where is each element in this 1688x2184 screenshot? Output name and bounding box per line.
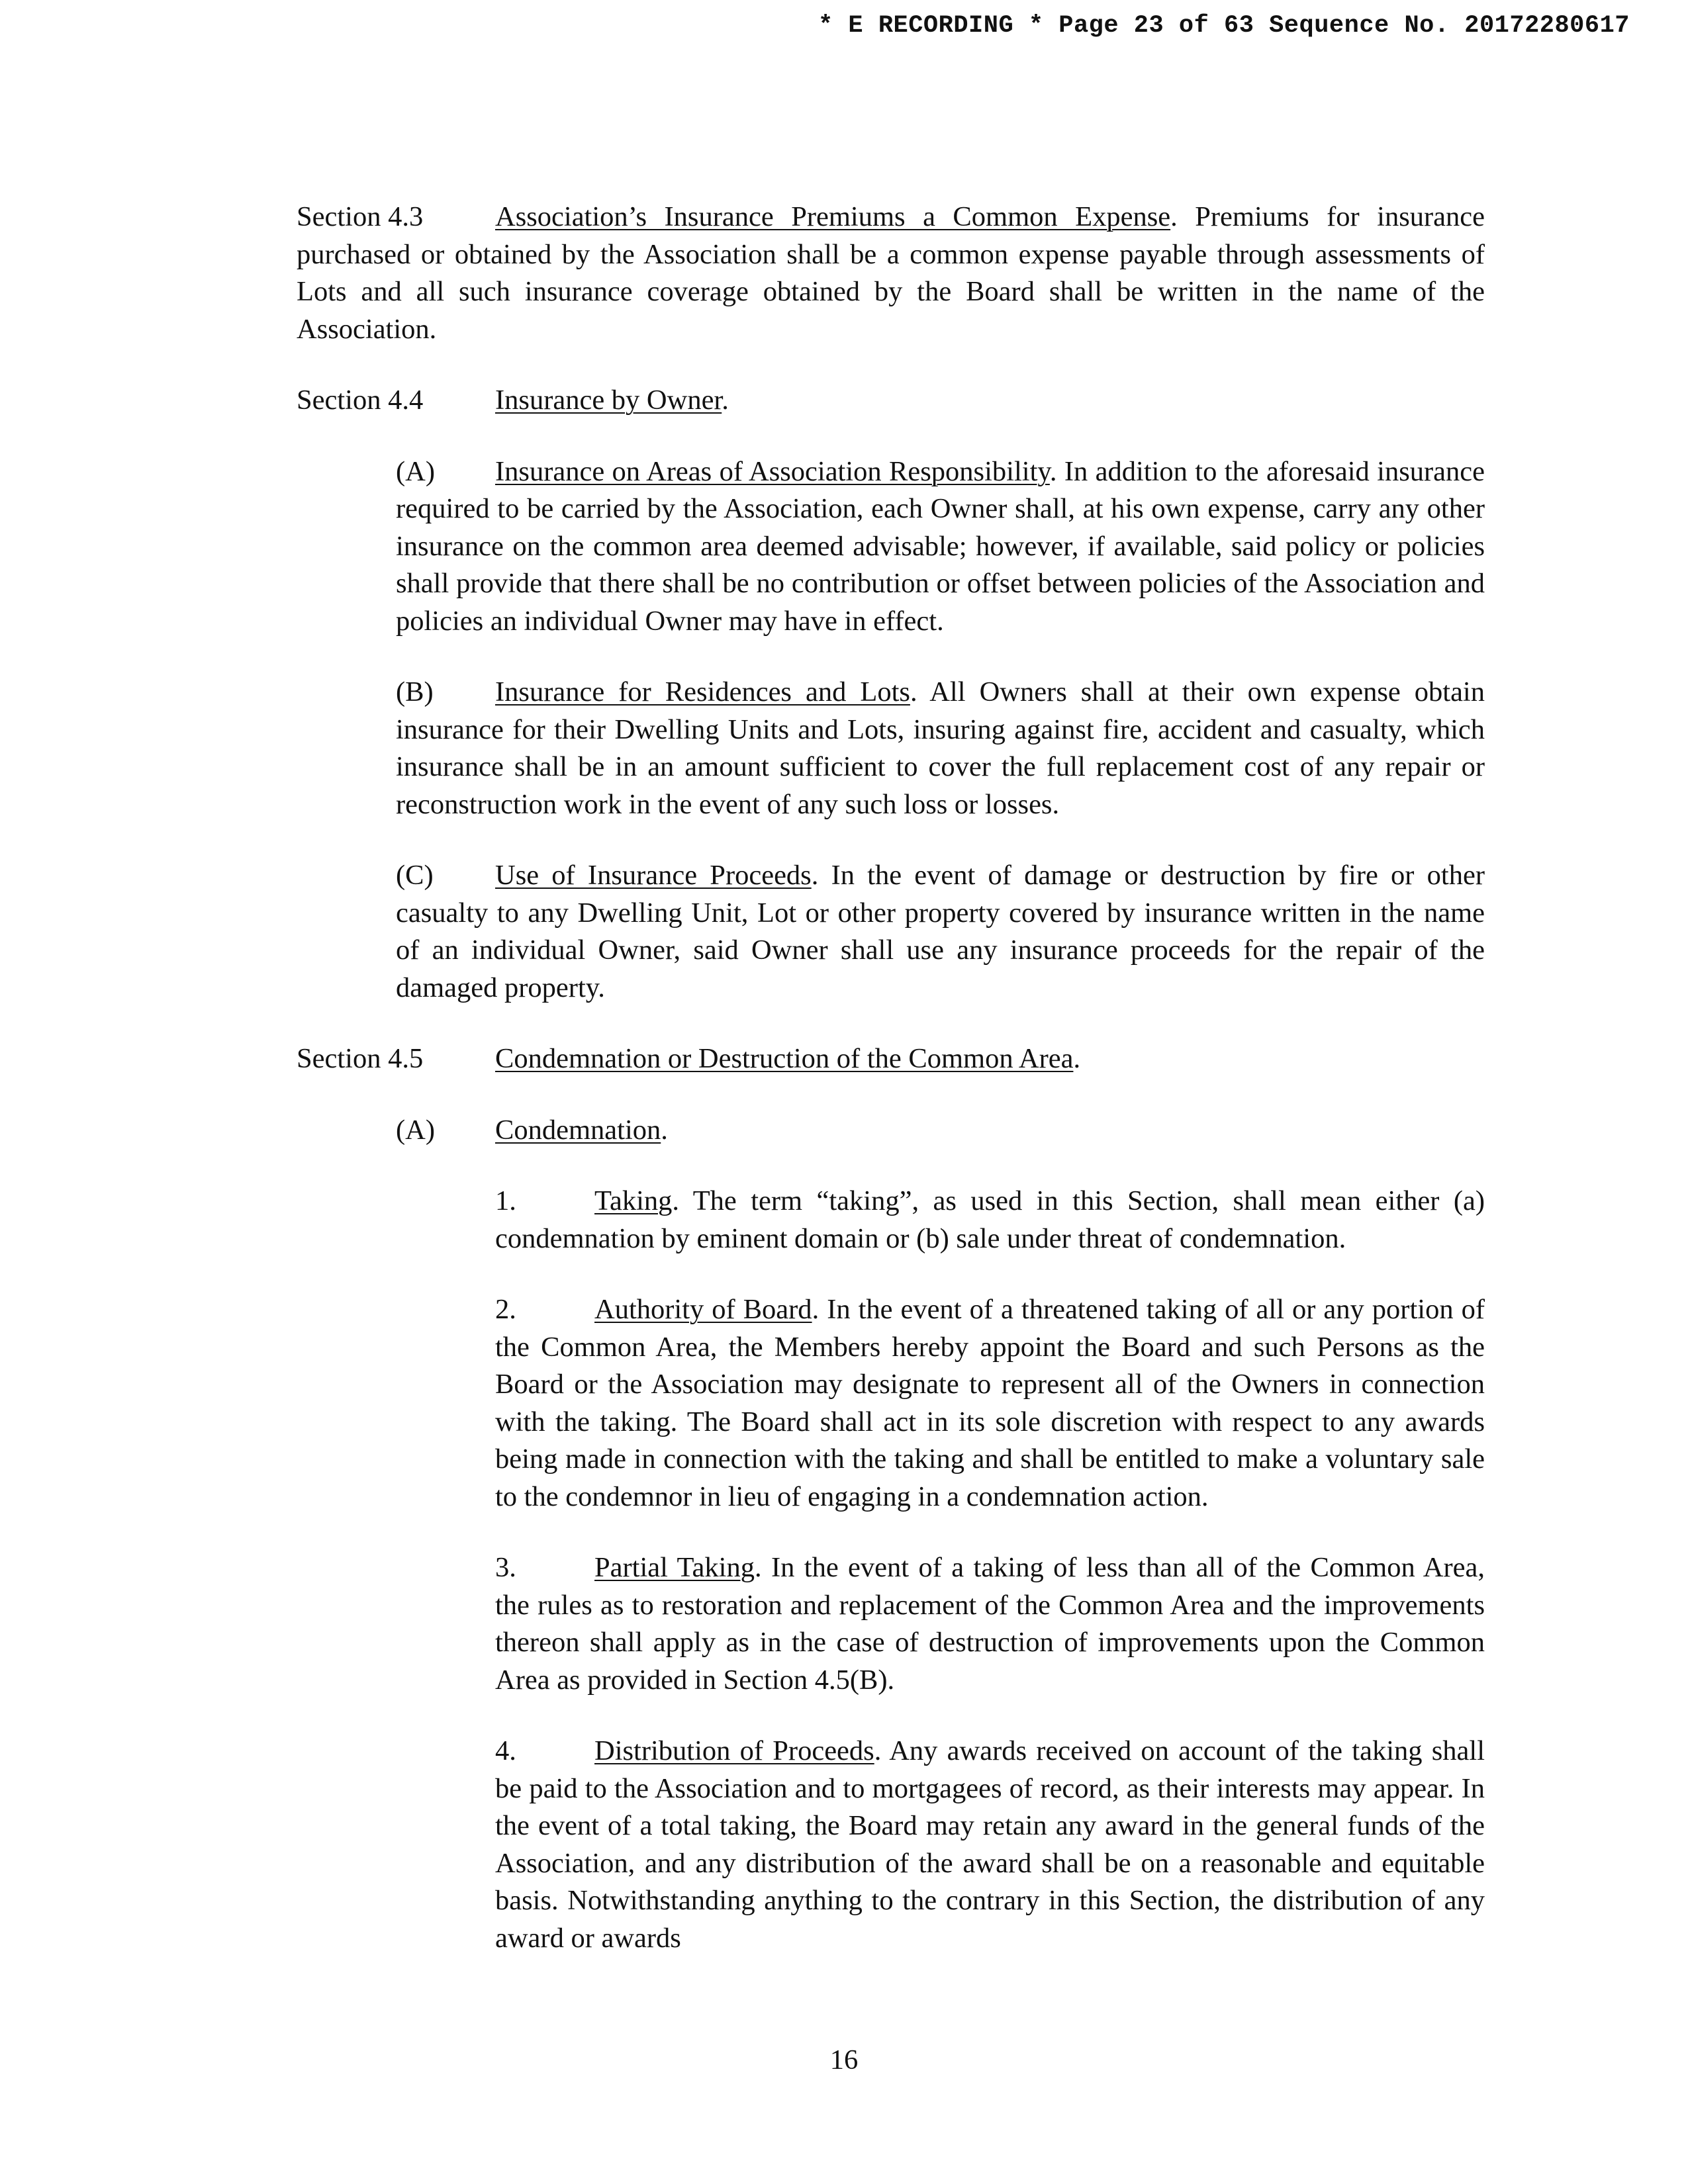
section-label: Section 4.3 xyxy=(297,201,424,232)
section-4-4-heading: Section 4.4 Insurance by Owner. xyxy=(194,382,1485,420)
subsection-4-4-a-paragraph: (A) Insurance on Areas of Association Responsibility. In addition to the aforesaid insurance required to be carried by the Association, each Owner shall, at his own expense, carry any other insurance on the common area deemed advisable; however, if available, said policy or policies shall provide that there shall be no contribution or offset between policies of the Association and policies an individual Owner may have in effect. xyxy=(194,453,1485,641)
paragraph-body: In the event of a taking of less than all of the Common Area, the rules as to restoration and replacement of the Common Area and the improvements thereon shall apply as in the case of destruction of improvements upon the Common Area as provided in Section 4.5(B). xyxy=(495,1552,1485,1696)
item-number: 1. xyxy=(495,1185,516,1216)
subsection-4-4-c-paragraph: (C) Use of Insurance Proceeds. In the event of damage or destruction by fire or other casualty to any Dwelling Unit, Lot or other property covered by insurance written in the name of an individual Owner, said Owner shall use any insurance proceeds for the repair of the damaged property. xyxy=(194,857,1485,1007)
paragraph-body: In the event of a threatened taking of all or any portion of the Common Area, the Members hereby appoint the Board and such Persons as the Board or the Association may designate to represent all of the Owners in connection with the taking. The Board shall act in its sole discretion with respect to any awards being made in connection with the taking and shall be entitled to make a voluntary sale to the condemnor in lieu of engaging in a condemnation action. xyxy=(495,1294,1485,1512)
recording-header: * E RECORDING * Page 23 of 63 Sequence No. 20172280617 xyxy=(818,12,1630,40)
item-number: 2. xyxy=(495,1294,516,1325)
section-title: Association’s Insurance Premiums a Common Expense xyxy=(495,201,1171,232)
item-2-authority-paragraph: 2. Authority of Board. In the event of a threatened taking of all or any portion of the Common Area, the Members hereby appoint the Board and such Persons as the Board or the Association may designate to represent all of the Owners in connection with the taking. The Board shall act in its sole discretion with respect to any awards being made in connection with the taking and shall be entitled to make a voluntary sale to the condemnor in lieu of engaging in a condemnation action. xyxy=(194,1291,1485,1516)
item-4-distribution-paragraph: 4. Distribution of Proceeds. Any awards received on account of the taking shall be paid to the Association and to mortgagees of record, as their interests may appear. In the event of a total taking, the Board may retain any award in the general funds of the Association, and any distribution of the award shall be on a reasonable and equitable basis. Notwithstanding anything to the contrary in this Section, the distribution of any award or awards xyxy=(194,1733,1485,1957)
subsection-title: Insurance for Residences and Lots xyxy=(495,676,910,707)
subsection-title: Condemnation xyxy=(495,1114,661,1146)
section-title: Insurance by Owner xyxy=(495,385,722,416)
item-title: Taking xyxy=(594,1185,673,1216)
paragraph-body: In the event of damage or destruction by fire or other casualty to any Dwelling Unit, Lot or other property covered by insurance written in the name of an individual Owner, said Owner shall use any insurance proceeds for the repair of the damaged property. xyxy=(396,860,1485,1003)
subsection-label: (C) xyxy=(396,860,434,891)
paragraph-body: The term “taking”, as used in this Section, shall mean either (a) condemnation by eminent domain or (b) sale under threat of condemnation. xyxy=(495,1185,1485,1254)
page-number: 16 xyxy=(829,2044,859,2075)
section-4-5-heading: Section 4.5 Condemnation or Destruction of the Common Area. xyxy=(194,1040,1485,1078)
subsection-label: (B) xyxy=(396,676,434,707)
paragraph-body: Any awards received on account of the taking shall be paid to the Association and to mortgagees of record, as their interests may appear. In the event of a total taking, the Board may retain any award in the general funds of the Association, and any distribution of the award shall be on a reasonable and equitable basis. Notwithstanding anything to the contrary in this Section, the distribution of any award or awards xyxy=(495,1735,1485,1954)
item-title: Authority of Board xyxy=(594,1294,812,1325)
item-3-partial-taking-paragraph: 3. Partial Taking. In the event of a taking of less than all of the Common Area, the rules as to restoration and replacement of the Common Area and the improvements thereon shall apply as in the case of destruction of improvements upon the Common Area as provided in Section 4.5(B). xyxy=(194,1549,1485,1699)
section-label: Section 4.5 xyxy=(297,1043,424,1074)
paragraph-body: In addition to the aforesaid insurance required to be carried by the Association, each Owner shall, at his own expense, carry any other insurance on the common area deemed advisable; however, if available, said policy or policies shall provide that there shall be no contribution or offset between policies of the Association and policies an individual Owner may have in effect. xyxy=(396,455,1485,637)
item-title: Distribution of Proceeds xyxy=(594,1735,874,1766)
paragraph-body: All Owners shall at their own expense obtain insurance for their Dwelling Units and Lots, insuring against fire, accident and casualty, which insurance shall be in an amount sufficient to cover the full replacement cost of any repair or reconstruction work in the event of any such loss or losses. xyxy=(396,676,1485,820)
subsection-title: Insurance on Areas of Association Responsibility xyxy=(495,455,1050,487)
item-1-taking-paragraph: 1. Taking. The term “taking”, as used in this Section, shall mean either (a) condemnation by eminent domain or (b) sale under threat of condemnation. xyxy=(194,1183,1485,1257)
subsection-label: (A) xyxy=(396,1114,435,1146)
section-4-3-paragraph: Section 4.3 Association’s Insurance Premiums a Common Expense. Premiums for insurance purchased or obtained by the Association shall be a common expense payable through assessments of Lots and all such insurance coverage obtained by the Board shall be written in the name of the Association. xyxy=(194,199,1485,348)
section-title: Condemnation or Destruction of the Common Area xyxy=(495,1043,1074,1074)
subsection-4-4-b-paragraph: (B) Insurance for Residences and Lots. All Owners shall at their own expense obtain insurance for their Dwelling Units and Lots, insuring against fire, accident and casualty, which insurance shall be in an amount sufficient to cover the full replacement cost of any repair or reconstruction work in the event of any such loss or losses. xyxy=(194,674,1485,823)
item-title: Partial Taking xyxy=(594,1552,755,1583)
subsection-4-5-a-heading: (A) Condemnation. xyxy=(194,1112,1485,1150)
item-number: 3. xyxy=(495,1552,516,1583)
document-body xyxy=(194,199,1485,1991)
item-number: 4. xyxy=(495,1735,516,1766)
subsection-title: Use of Insurance Proceeds xyxy=(495,860,812,891)
section-label: Section 4.4 xyxy=(297,385,424,416)
paragraph-body: Premiums for insurance purchased or obtained by the Association shall be a common expense payable through assessments of Lots and all such insurance coverage obtained by the Board shall be written in the name of the Association. xyxy=(297,201,1485,345)
subsection-label: (A) xyxy=(396,455,435,487)
